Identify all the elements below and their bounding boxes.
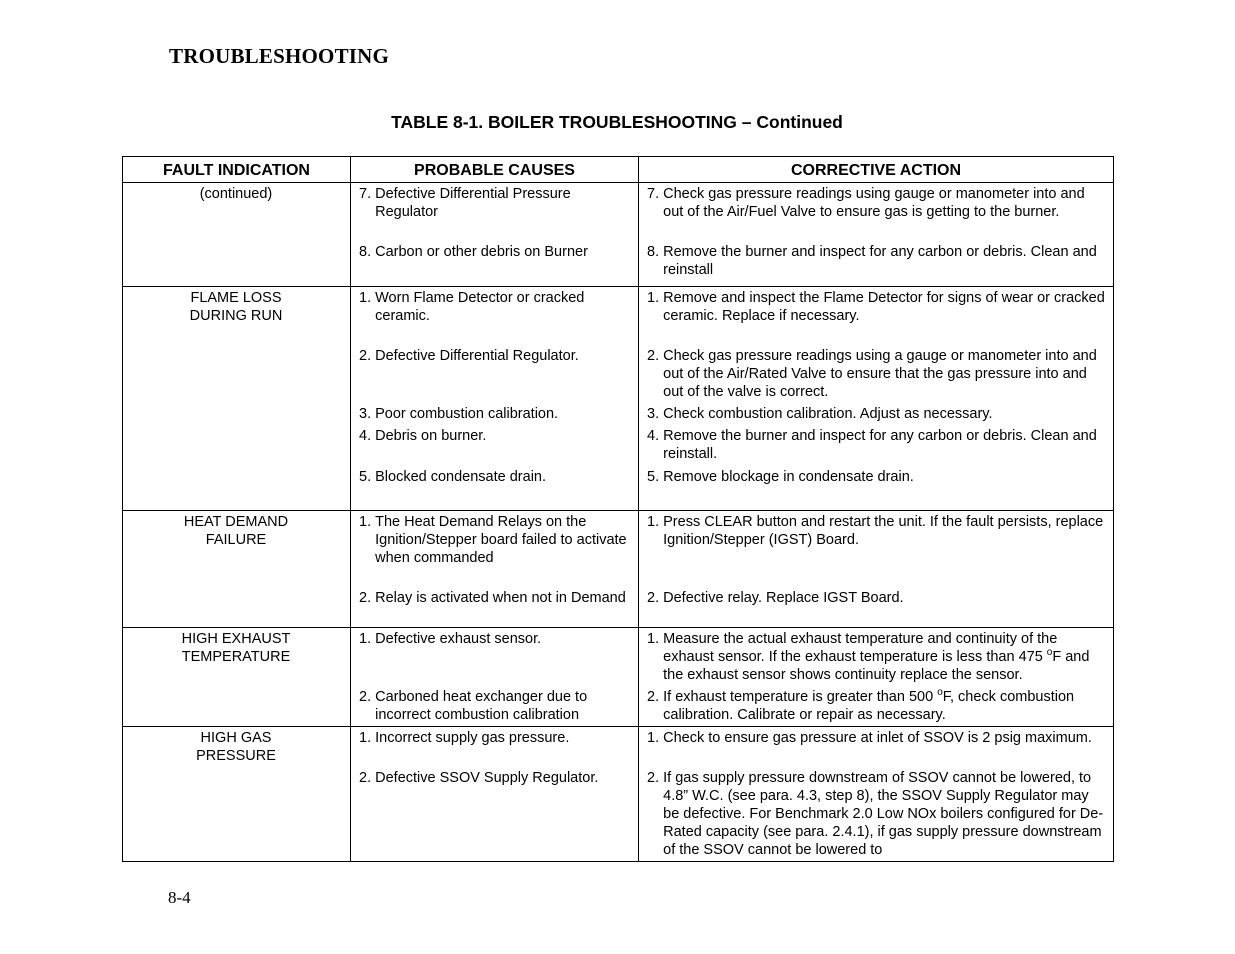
action-item: [647, 769, 1106, 859]
action-item: [647, 468, 1106, 486]
column-header-action: CORRECTIVE ACTION: [639, 157, 1114, 183]
item-number: 2.: [647, 689, 664, 705]
action-item: [647, 427, 1106, 468]
fault-label: FAILURE: [205, 532, 267, 548]
item-number: 1.: [359, 514, 376, 530]
cause-item: [359, 347, 631, 405]
item-text: Check gas pressure readings using a gauge or manometer into and out of the Air/Rated Valve to ensure that the gas pressure into and out of the valve is correct.: [663, 348, 1097, 400]
item-number: 1.: [647, 514, 664, 530]
item-text: Incorrect supply gas pressure.: [375, 730, 570, 746]
item-text: Defective SSOV Supply Regulator.: [375, 770, 599, 786]
item-number: 5.: [359, 469, 376, 485]
action-item: [647, 630, 1106, 688]
item-number: 4.: [359, 428, 376, 444]
item-number: 1.: [359, 631, 376, 647]
section-heading: TROUBLESHOOTING: [169, 44, 390, 68]
text-segment: Measure the actual exhaust temperature and continuity of the exhaust sensor. If the exhaust temperature is less than 475: [663, 631, 1058, 665]
fault-label: HEAT DEMAND: [183, 514, 289, 530]
item-number: 1.: [359, 730, 376, 746]
item-text: Remove and inspect the Flame Detector for signs of wear or cracked ceramic. Replace if necessary.: [663, 290, 1105, 324]
corrective-action-cell: [639, 727, 1114, 862]
text-segment: F and the exhaust sensor shows continuity replace the sensor.: [663, 649, 1090, 683]
cause-item: [359, 243, 631, 261]
cause-item: [359, 185, 631, 243]
cause-item: [359, 427, 631, 468]
action-item: [647, 289, 1106, 347]
item-number: 8.: [647, 244, 664, 260]
item-text: Remove the burner and inspect for any carbon or debris. Clean and reinstall: [663, 244, 1097, 278]
table-header-row: [123, 157, 1114, 183]
item-number: 4.: [647, 428, 664, 444]
fault-label: HIGH GAS: [200, 730, 272, 746]
action-item: [647, 729, 1106, 769]
table-row: [123, 287, 1114, 511]
item-number: 1.: [647, 730, 664, 746]
action-item: [647, 513, 1106, 589]
text-segment: If exhaust temperature is greater than 500: [663, 689, 938, 705]
item-text: Check combustion calibration. Adjust as necessary.: [663, 406, 993, 422]
fault-label: FLAME LOSS: [190, 290, 282, 306]
fault-label: HIGH EXHAUST: [181, 631, 291, 647]
column-header-causes: PROBABLE CAUSES: [351, 157, 639, 183]
item-number: 2.: [647, 590, 664, 606]
degree-symbol: o: [937, 687, 943, 699]
page-number: 8-4: [168, 888, 191, 907]
item-text: Check to ensure gas pressure at inlet of SSOV is 2 psig maximum.: [663, 730, 1092, 746]
item-text: Defective Differential Regulator.: [375, 348, 579, 364]
item-number: 1.: [647, 290, 664, 306]
cause-item: [359, 729, 631, 769]
item-number: 7.: [647, 186, 664, 202]
cause-item: [359, 289, 631, 347]
item-text: Worn Flame Detector or cracked ceramic.: [375, 290, 585, 324]
item-text: [663, 630, 1106, 688]
cause-item: [359, 769, 631, 787]
item-text: Defective exhaust sensor.: [375, 631, 542, 647]
probable-causes-cell: [351, 511, 639, 628]
fault-label: (continued): [199, 186, 273, 202]
item-text: Remove the burner and inspect for any carbon or debris. Clean and reinstall.: [663, 428, 1097, 462]
item-text: If gas supply pressure downstream of SSOV cannot be lowered, to 4.8” W.C. (see para. 4.3, step 8), the SSOV Supply Regulator may be defective. For Benchmark 2.0 Low NOx boilers configured for De-Rated capacity (see para. 2.4.1), if gas supply pressure downstream of the SSOV cannot be lowered to: [663, 770, 1104, 858]
table-row: [123, 628, 1114, 727]
item-text: Debris on burner.: [375, 428, 487, 444]
cause-item: [359, 589, 631, 607]
probable-causes-cell: [351, 727, 639, 862]
corrective-action-cell: [639, 183, 1114, 287]
table-row: [123, 727, 1114, 862]
item-number: 2.: [647, 770, 664, 786]
fault-label: DURING RUN: [189, 308, 283, 324]
cause-item: [359, 688, 631, 724]
item-text: Check gas pressure readings using gauge or manometer into and out of the Air/Fuel Valve to ensure gas is getting to the burner.: [663, 186, 1085, 220]
cause-item: [359, 468, 631, 486]
probable-causes-cell: [351, 183, 639, 287]
corrective-action-cell: [639, 628, 1114, 727]
action-item: [647, 347, 1106, 405]
fault-label: TEMPERATURE: [181, 649, 291, 665]
item-text: Relay is activated when not in Demand: [375, 590, 626, 606]
action-item: [647, 185, 1106, 243]
item-number: 7.: [359, 186, 376, 202]
fault-indication-cell: [123, 183, 351, 287]
text-segment: F, check combustion calibration. Calibrate or repair as necessary.: [663, 689, 1075, 723]
degree-symbol: o: [1046, 647, 1053, 659]
item-number: 8.: [359, 244, 376, 260]
troubleshooting-table: [122, 156, 1114, 862]
item-number: 2.: [359, 348, 376, 364]
action-item: [647, 589, 1106, 607]
fault-label: PRESSURE: [196, 748, 276, 764]
corrective-action-cell: [639, 511, 1114, 628]
item-text: [663, 688, 1106, 724]
item-text: Blocked condensate drain.: [375, 469, 547, 485]
probable-causes-cell: [351, 287, 639, 511]
item-number: 2.: [359, 590, 376, 606]
item-text: Press CLEAR button and restart the unit. If the fault persists, replace Ignition/Stepper (IGST) Board.: [663, 514, 1104, 548]
cause-item: [359, 630, 631, 688]
item-number: 2.: [359, 770, 376, 786]
item-number: 2.: [359, 689, 376, 705]
column-header-fault: FAULT INDICATION: [123, 157, 351, 183]
item-text: Defective relay. Replace IGST Board.: [663, 590, 904, 606]
action-item: [647, 405, 1106, 427]
item-number: 5.: [647, 469, 664, 485]
probable-causes-cell: [351, 628, 639, 727]
action-item: [647, 243, 1106, 279]
item-text: Carboned heat exchanger due to incorrect combustion calibration: [375, 689, 588, 723]
item-text: Poor combustion calibration.: [375, 406, 559, 422]
item-text: The Heat Demand Relays on the Ignition/Stepper board failed to activate when commanded: [375, 514, 627, 566]
cause-item: [359, 513, 631, 589]
item-text: Carbon or other debris on Burner: [375, 244, 588, 260]
item-number: 3.: [647, 406, 664, 422]
fault-indication-cell: [123, 727, 351, 862]
corrective-action-cell: [639, 287, 1114, 511]
table-title: TABLE 8-1. BOILER TROUBLESHOOTING – Continued: [391, 112, 843, 132]
item-number: 2.: [647, 348, 664, 364]
item-text: Defective Differential Pressure Regulator: [375, 186, 571, 220]
table-row: [123, 511, 1114, 628]
fault-indication-cell: [123, 628, 351, 727]
fault-indication-cell: [123, 287, 351, 511]
item-text: Remove blockage in condensate drain.: [663, 469, 914, 485]
item-number: 1.: [647, 631, 664, 647]
cause-item: [359, 405, 631, 427]
item-number: 3.: [359, 406, 376, 422]
table-row: [123, 183, 1114, 287]
action-item: [647, 688, 1106, 724]
fault-indication-cell: [123, 511, 351, 628]
item-number: 1.: [359, 290, 376, 306]
